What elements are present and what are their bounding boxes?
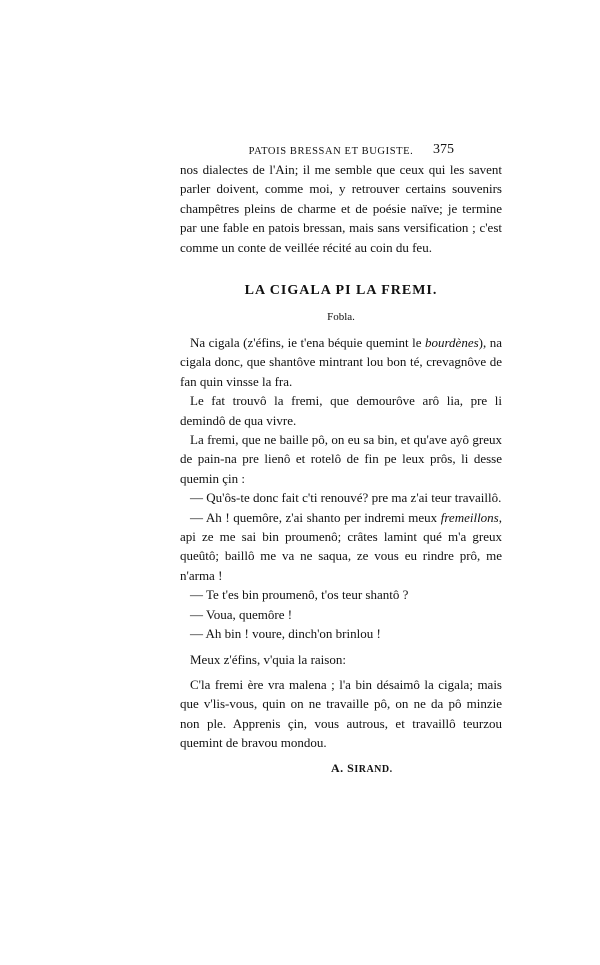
author-signature xyxy=(331,761,393,776)
fable-dialogue-5: — Ah bin ! voure, dinch'on brinlou ! xyxy=(190,626,381,642)
fable-p1-text-a: Na cigala (z'éfins, ie t'ena béquie quemint le xyxy=(190,335,425,350)
signature-rest: IRAND. xyxy=(354,764,393,775)
fable-title: LA CIGALA PI LA FREMI. xyxy=(244,283,438,298)
fable-moral-intro: Meux z'éfins, v'quia la raison: xyxy=(190,651,346,667)
fable-body xyxy=(180,333,502,753)
fable-dialogue-2 xyxy=(180,508,502,586)
fable-paragraph-3: La fremi, que ne baille pô, on eu sa bin, et qu'ave ayô greux de pain-na pre lienô et rotelô de fin pe leux prôs, li desse quemin çin : xyxy=(180,432,502,486)
fable-moral: C'la fremi ère vra malena ; l'a bin désaimô la cigala; mais que v'lis-vous, quin on ne travaille pô, on ne da pô minzie non ple. Apprenis çin, vous autrous, et travaillô teurzou quemint de bravou mondou. xyxy=(180,676,502,751)
fable-p5-text-b: , api ze me sai bin proumenô; crâtes lamint qué m'a greux queûtô; baillô me va ne saqua, ze vous eu rindre prô, me n'arma ! xyxy=(180,509,502,583)
signature-initial: A. S xyxy=(331,761,355,775)
fable-paragraph-2: Le fat trouvô la fremi, que demourôve arô lia, pre li demindô de qua vivre. xyxy=(180,393,502,428)
fable-p5-italic: fremeillons xyxy=(440,509,499,525)
fable-subtitle: Fobla. xyxy=(327,311,355,323)
intro-text: nos dialectes de l'Ain; il me semble que ceux qui les savent parler doivent, comme moi, y retrouver certains souvenirs champêtres pleins de charme et de poésie naïve; je termine par une fable en patois bressan, mais sans versification ; c'est comme un conte de veillée récité au coin du feu. xyxy=(180,162,502,255)
fable-dialogue-4: — Voua, quemôre ! xyxy=(190,606,293,622)
running-head: PATOIS BRESSAN ET BUGISTE. xyxy=(248,146,414,157)
intro-paragraph xyxy=(180,160,502,257)
page-number: 375 xyxy=(433,142,454,157)
fable-p1-italic: bourdènes xyxy=(424,335,479,350)
fable-p5-text-a: — Ah ! quemôre, z'ai shanto per indremi meux xyxy=(190,509,441,525)
fable-dialogue-3: — Te t'es bin proumenô, t'os teur shantô ? xyxy=(190,587,409,603)
fable-p1-text-b: ), na cigala donc, que shantôve mintrant lou bon té, crevagnôve de fan quin vinsse la fra. xyxy=(180,335,502,389)
fable-paragraph-1 xyxy=(180,333,502,391)
fable-dialogue-1: — Qu'ôs-te donc fait c'ti renouvé? pre ma z'ai teur travaillô. xyxy=(190,490,502,506)
